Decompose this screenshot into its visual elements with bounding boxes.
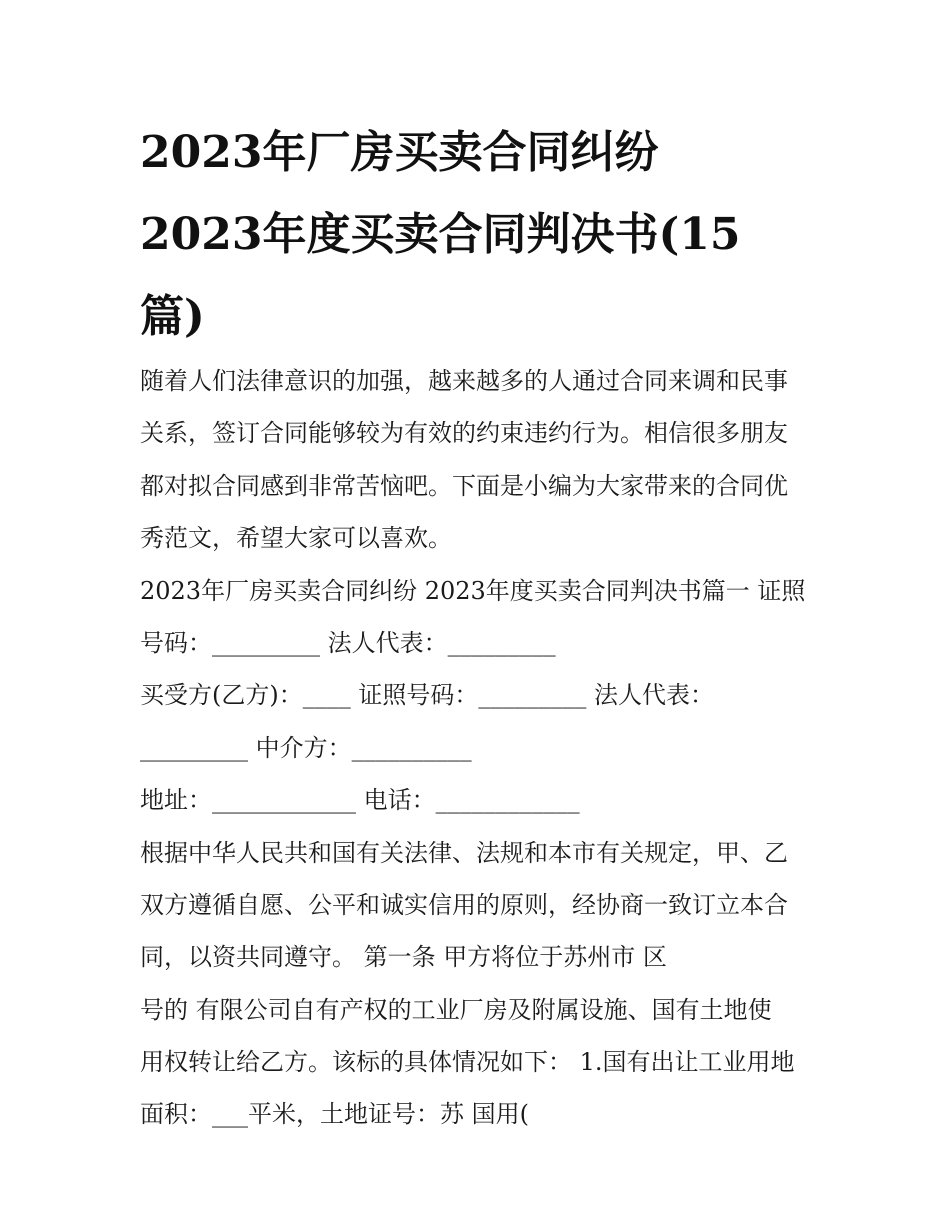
contract-clause-line: 用权转让给乙方。该标的具体情况如下： 1.国有出让工业用地 <box>140 1048 795 1077</box>
intro-line: 随着人们法律意识的加强，越来越多的人通过合同来调和民事 <box>140 367 788 395</box>
contract-clause-line: 号的 有限公司自有产权的工业厂房及附属设施、国有土地使 <box>140 995 772 1024</box>
contract-field-line: 号码：_________ 法人代表：_________ <box>140 628 556 657</box>
document-title <box>140 112 820 358</box>
intro-line: 关系，签订合同能够较为有效的约束违约行为。相信很多朋友 <box>140 419 788 448</box>
title-line: 篇) <box>140 291 205 342</box>
section-heading-line: 2023年厂房买卖合同纠纷 2023年度买卖合同判决书篇一 证照 <box>140 576 806 605</box>
intro-line: 秀范文，希望大家可以喜欢。 <box>140 524 452 553</box>
title-line: 2023年厂房买卖合同纠纷 <box>140 127 659 178</box>
contract-field-line: 地址：____________ 电话：____________ <box>140 786 580 815</box>
contract-field-line: 买受方(乙方)：____ 证照号码：_________ 法人代表： <box>140 681 714 710</box>
intro-line: 都对拟合同感到非常苦恼吧。下面是小编为大家带来的合同优 <box>140 471 788 500</box>
contract-clause-line: 根据中华人民共和国有关法律、法规和本市有关规定，甲、乙 <box>140 838 788 867</box>
contract-clause-line: 同，以资共同遵守。 第一条 甲方将位于苏州市 区 <box>140 943 667 972</box>
contract-field-line: _________ 中介方：__________ <box>140 733 472 762</box>
contract-clause-line: 面积：___平米，土地证号：苏 国用( <box>140 1100 529 1129</box>
title-line: 2023年度买卖合同判决书(15 <box>140 209 741 260</box>
document-body <box>140 355 830 1141</box>
contract-clause-line: 双方遵循自愿、公平和诚实信用的原则，经协商一致订立本合 <box>140 890 788 919</box>
